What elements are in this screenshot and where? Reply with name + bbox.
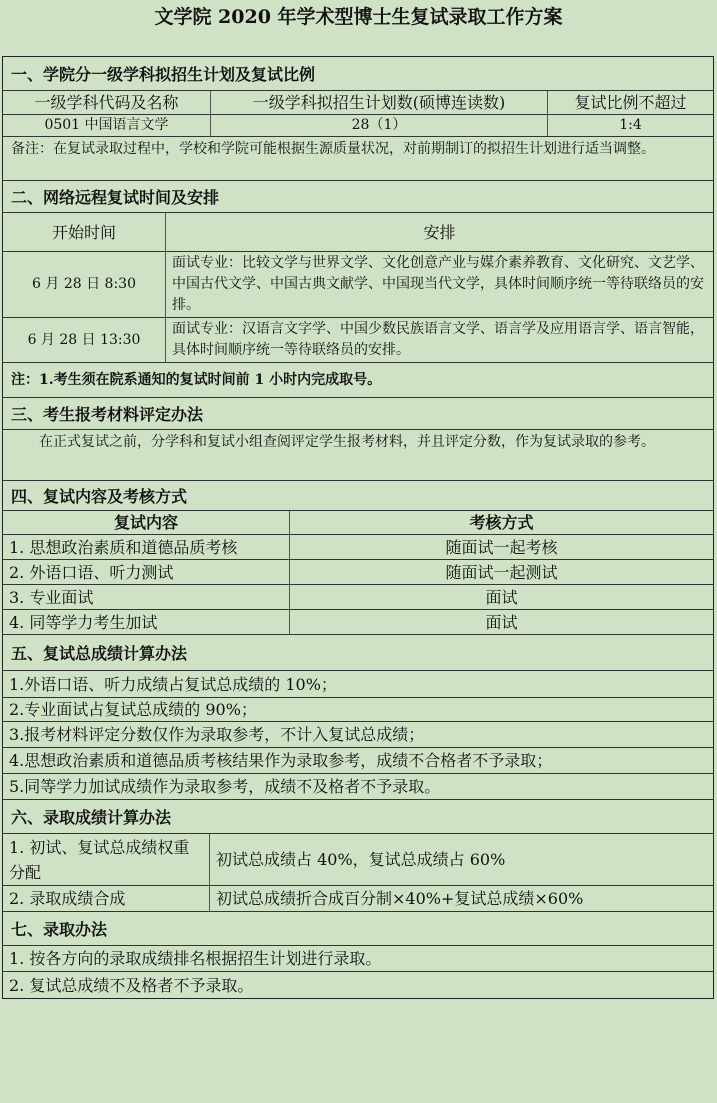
s1-header-plan: 一级学科拟招生计划数(硕博连读数) — [211, 91, 548, 114]
s5-item — [3, 774, 713, 800]
s6-row-2-label: 2. 录取成绩合成 — [3, 886, 210, 911]
s4-row-4-method: 面试 — [485, 612, 518, 632]
s5-item — [3, 698, 713, 722]
s5-item-1: 1.外语口语、听力成绩占复试总成绩的 10%； — [9, 674, 337, 694]
s4-header-method: 考核方式 — [469, 513, 534, 532]
s7-item-2: 2. 复试总成绩不及格者不予录取。 — [9, 975, 254, 995]
s4-row-2-content: 2. 外语口语、听力测试 — [3, 560, 290, 584]
s6-row-1-label: 1. 初试、复试总成绩权重分配 — [3, 834, 210, 885]
s1-note: 备注：在复试录取过程中，学校和学院可能根据生源质量状况，对前期制订的拟招生计划进行适当调整。 — [3, 137, 713, 181]
s1-data-row — [3, 115, 713, 137]
s5-item-3: 3.报考材料评定分数仅作为录取参考，不计入复试总成绩； — [9, 725, 425, 744]
s4-row — [3, 560, 713, 585]
s1-header-code: 一级学科代码及名称 — [3, 91, 211, 114]
s5-item-2: 2.专业面试占复试总成绩的 90%； — [9, 700, 257, 719]
s4-row-4-content: 4. 同等学力考生加试 — [3, 610, 290, 634]
s2-row-2-time: 6 月 28 日 13:30 — [3, 318, 166, 362]
s4-row — [3, 610, 713, 635]
s2-row-2-plan: 面试专业：汉语言文字学、中国少数民族语言文学、语言学及应用语言学、语言智能，具体时间顺序统一等待联络员的安排。 — [172, 321, 704, 358]
s1-plan-count: 28（1） — [211, 115, 548, 136]
s2-header-row — [3, 213, 713, 252]
section-4-heading: 四、复试内容及考核方式 — [3, 481, 713, 511]
s3-text: 在正式复试之前，分学科和复试小组查阅评定学生报考材料，并且评定分数，作为复试录取的参考。 — [3, 430, 713, 481]
s4-row-1-content: 1. 思想政治素质和道德品质考核 — [3, 535, 290, 559]
s5-item-5: 5.同等学力加试成绩作为录取参考，成绩不及格者不予录取。 — [9, 777, 441, 796]
section-5-heading: 五、复试总成绩计算办法 — [3, 635, 713, 671]
s6-row-1-value: 初试总成绩占 40%，复试总成绩占 60% — [216, 850, 506, 869]
s6-row-2-value: 初试总成绩折合成百分制×40%+复试总成绩×60% — [216, 889, 584, 908]
s1-ratio: 1:4 — [619, 117, 642, 133]
s1-header-ratio: 复试比例不超过 — [574, 93, 687, 112]
s5-item-4: 4.思想政治素质和道德品质考核结果作为录取参考，成绩不合格者不予录取； — [9, 751, 553, 770]
s2-note: 注：1.考生须在院系通知的复试时间前 1 小时内完成取号。 — [3, 363, 713, 398]
s6-row — [3, 834, 713, 886]
s5-item — [3, 722, 713, 748]
s2-row-1-plan: 面试专业：比较文学与世界文学、文化创意产业与媒介素养教育、文化研究、文艺学、中国古代文学、中国古典文献学、中国现当代文学，具体时间顺序统一等待联络员的安排。 — [172, 255, 704, 313]
s2-row — [3, 252, 713, 318]
s2-row-1-time: 6 月 28 日 8:30 — [3, 252, 166, 317]
s5-item — [3, 748, 713, 774]
s6-row — [3, 886, 713, 912]
s2-header-plan: 安排 — [423, 222, 456, 242]
section-2-heading: 二、网络远程复试时间及安排 — [3, 181, 713, 213]
section-1-heading: 一、学院分一级学科拟招生计划及复试比例 — [3, 57, 713, 91]
s5-item — [3, 671, 713, 698]
s4-row — [3, 535, 713, 560]
s4-row-2-method: 随面试一起测试 — [445, 562, 558, 582]
page-title: 文学院 2020 年学术型博士生复试录取工作方案 — [154, 6, 563, 28]
section-6-heading: 六、录取成绩计算办法 — [3, 800, 713, 834]
admission-plan-table — [2, 56, 714, 999]
section-7-heading: 七、录取办法 — [3, 912, 713, 946]
s4-header-content: 复试内容 — [3, 511, 290, 534]
s7-item — [3, 972, 713, 998]
s4-row-3-content: 3. 专业面试 — [3, 585, 290, 609]
s7-item — [3, 946, 713, 972]
s1-header-row — [3, 91, 713, 115]
s4-row-1-method: 随面试一起考核 — [445, 537, 558, 557]
s4-row — [3, 585, 713, 610]
s7-item-1: 1. 按各方向的录取成绩排名根据招生计划进行录取。 — [9, 949, 382, 968]
s4-row-3-method: 面试 — [485, 587, 518, 607]
section-3-heading: 三、考生报考材料评定办法 — [3, 398, 713, 430]
s4-header-row — [3, 511, 713, 535]
s2-row — [3, 318, 713, 363]
s2-header-time: 开始时间 — [3, 213, 166, 251]
s1-subject: 0501 中国语言文学 — [3, 115, 211, 136]
